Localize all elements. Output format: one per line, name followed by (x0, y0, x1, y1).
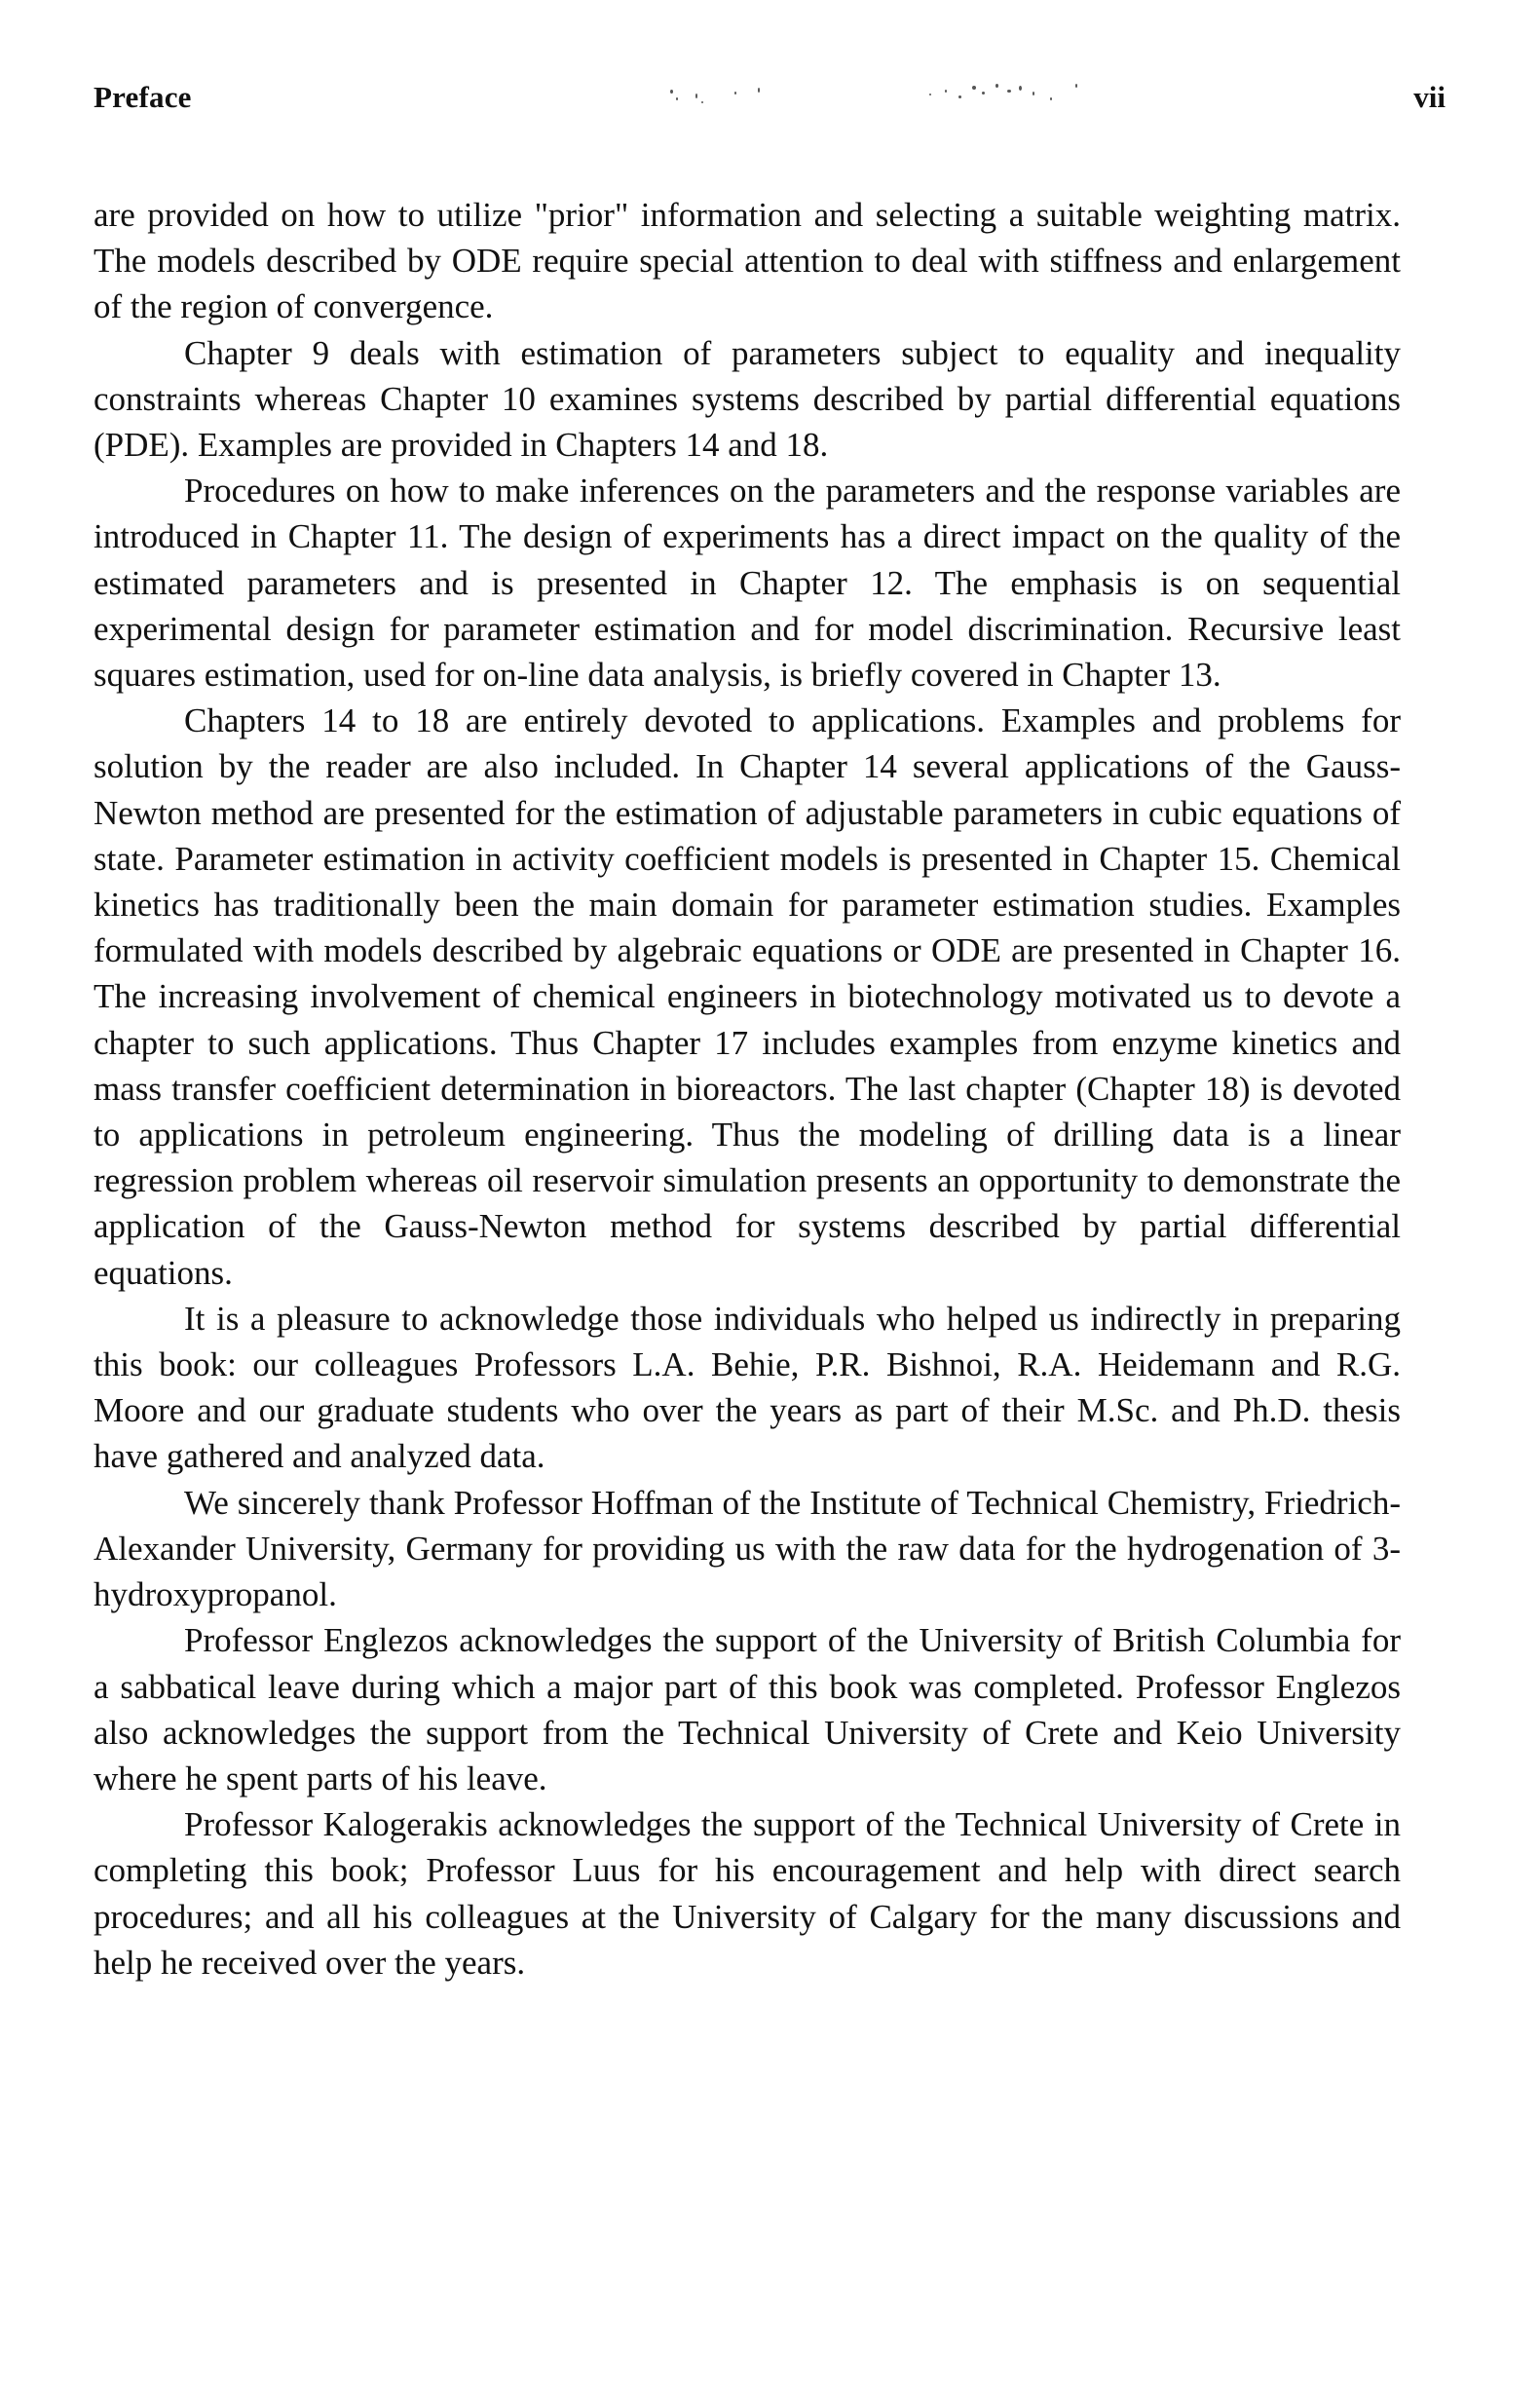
page-header (94, 80, 1446, 119)
body-text (94, 192, 1401, 1986)
paragraph: Professor Kalogerakis acknowledges the support of the Technical University of Crete in completing this book; Professor Luus for his encouragement and help with direct search procedures; and all his colleagues at the University of Calgary for the many discussions and help he received over the years. (94, 1805, 1401, 1982)
page-number: vii (1413, 80, 1446, 114)
paragraph: Procedures on how to make inferences on the parameters and the response variables are introduced in Chapter 11. The design of experiments has a direct impact on the quality of the estimated parameters and is presented in Chapter 12. The emphasis is on sequential experimental design for parameter estimation and for model discrimination. Recursive least squares estimation, used for on-line data analysis, is briefly covered in Chapter 13. (94, 472, 1401, 695)
paragraph: It is a pleasure to acknowledge those individuals who helped us indirectly in preparing this book: our colleagues Professors L.A. Behie, P.R. Bishnoi, R.A. Heidemann and R.G. Moore and our graduate students who over the years as part of their M.Sc. and Ph.D. thesis have gathered and analyzed data. (94, 1299, 1401, 1476)
paragraph: Chapter 9 deals with estimation of parameters subject to equality and inequality constraints whereas Chapter 10 examines systems described by partial differential equations (PDE). Examples are provided in Chapters 14 and 18. (94, 333, 1401, 465)
paragraph: We sincerely thank Professor Hoffman of the Institute of Technical Chemistry, Friedrich-Alexander University, Germany for providing us with the raw data for the hydrogenation of 3-hydroxypropanol. (94, 1483, 1401, 1614)
paragraph: Professor Englezos acknowledges the support of the University of British Columbia for a sabbatical leave during which a major part of this book was completed. Professor Englezos also acknowledges the support from the Technical University of Crete and Keio University where he spent parts of his leave. (94, 1621, 1401, 1797)
paragraph: are provided on how to utilize "prior" information and selecting a suitable weighting matrix. The models described by ODE require special attention to deal with stiffness and enlargement of the region of convergence. (94, 196, 1401, 326)
paragraph: Chapters 14 to 18 are entirely devoted to applications. Examples and problems for solution by the reader are also included. In Chapter 14 several applications of the Gauss-Newton method are presented for the estimation of adjustable parameters in cubic equations of state. Parameter estimation in activity coefficient models is presented in Chapter 15. Chemical kinetics has traditionally been the main domain for parameter estimation studies. Examples formulated with models described by algebraic equations or ODE are presented in Chapter 16. The increasing involvement of chemical engineers in biotechnology motivated us to devote a chapter to such applications. Thus Chapter 17 includes examples from enzyme kinetics and mass transfer coefficient determination in bioreactors. The last chapter (Chapter 18) is devoted to applications in petroleum engineering. Thus the modeling of drilling data is a linear regression problem whereas oil reservoir simulation presents an opportunity to demonstrate the application of the Gauss-Newton method for systems described by partial differential equations. (94, 701, 1401, 1292)
scan-artifact-specks (668, 80, 1214, 113)
running-head: Preface (94, 80, 192, 114)
